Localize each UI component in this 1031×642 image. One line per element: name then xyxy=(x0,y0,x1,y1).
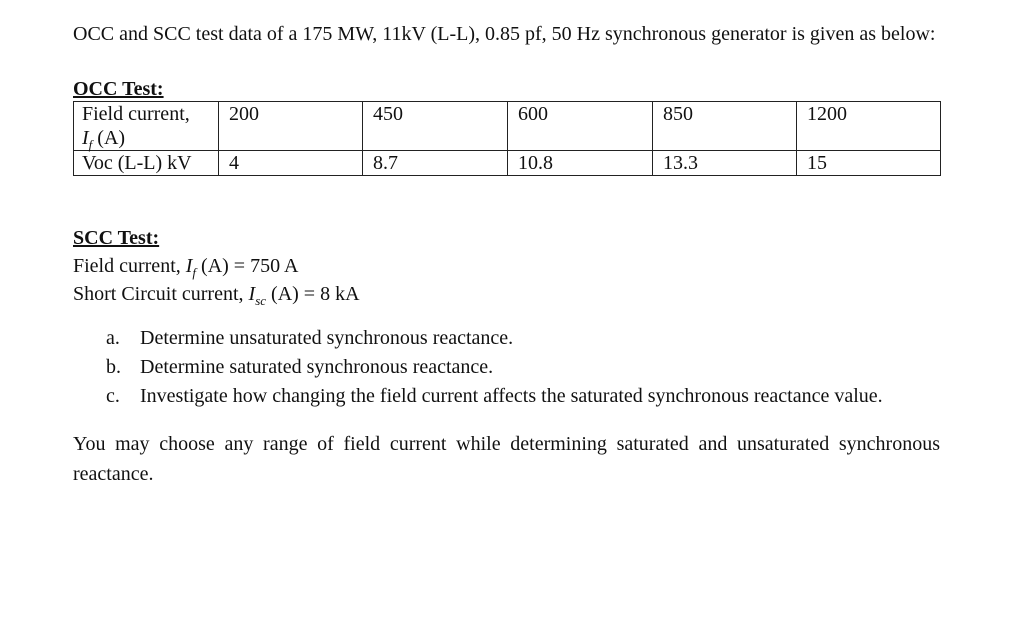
field-current-cell: 600 xyxy=(508,102,653,151)
table-row-voc xyxy=(74,151,941,176)
voc-cell: 15 xyxy=(797,151,941,176)
scc-short-circuit-label: Short Circuit current, xyxy=(73,283,249,305)
scc-field-current-symbol: I xyxy=(185,255,193,277)
table-row-field-current xyxy=(74,102,941,151)
list-item xyxy=(73,382,940,411)
field-current-subscript: f xyxy=(88,137,93,152)
document-page xyxy=(73,20,940,509)
list-item xyxy=(73,324,940,353)
voc-cell: 10.8 xyxy=(508,151,653,176)
scc-short-circuit-subscript: sc xyxy=(255,293,267,308)
list-item xyxy=(73,353,940,382)
occ-table xyxy=(73,101,941,176)
scc-short-circuit-symbol: I xyxy=(248,283,256,305)
field-current-unit: (A) xyxy=(92,127,126,149)
occ-heading: OCC Test: xyxy=(73,78,164,100)
voc-cell: 4 xyxy=(219,151,363,176)
field-current-symbol: I xyxy=(82,127,89,149)
field-current-label: Field current, xyxy=(82,103,190,125)
scc-field-current-value: (A) = 750 A xyxy=(196,255,299,277)
field-current-cell: 1200 xyxy=(797,102,941,151)
scc-short-circuit-line xyxy=(73,280,940,308)
question-text: Determine saturated synchronous reactance. xyxy=(140,356,494,378)
scc-field-current-line xyxy=(73,252,940,280)
field-current-label-cell xyxy=(74,102,219,151)
scc-short-circuit-value: (A) = 8 kA xyxy=(266,283,360,305)
voc-cell: 13.3 xyxy=(653,151,797,176)
scc-heading: SCC Test: xyxy=(73,227,160,249)
scc-section xyxy=(73,224,940,308)
field-current-cell: 450 xyxy=(363,102,508,151)
voc-label: Voc (L-L) kV xyxy=(74,151,219,176)
list-marker: c. xyxy=(106,385,120,407)
intro-paragraph: OCC and SCC test data of a 175 MW, 11kV (L-L), 0.85 pf, 50 Hz synchronous generator is given as below: xyxy=(73,23,936,45)
scc-field-current-subscript: f xyxy=(192,265,197,280)
voc-cell: 8.7 xyxy=(363,151,508,176)
list-marker: b. xyxy=(106,356,121,378)
field-current-cell: 850 xyxy=(653,102,797,151)
list-marker: a. xyxy=(106,327,120,349)
note-paragraph: You may choose any range of field current while determining saturated and unsaturated synchronous reactance. xyxy=(73,433,940,485)
question-text: Investigate how changing the field current affects the saturated synchronous reactance value. xyxy=(140,385,883,407)
question-list xyxy=(73,324,940,411)
scc-field-current-label: Field current, xyxy=(73,255,186,277)
question-text: Determine unsaturated synchronous reactance. xyxy=(140,327,514,349)
field-current-cell: 200 xyxy=(219,102,363,151)
